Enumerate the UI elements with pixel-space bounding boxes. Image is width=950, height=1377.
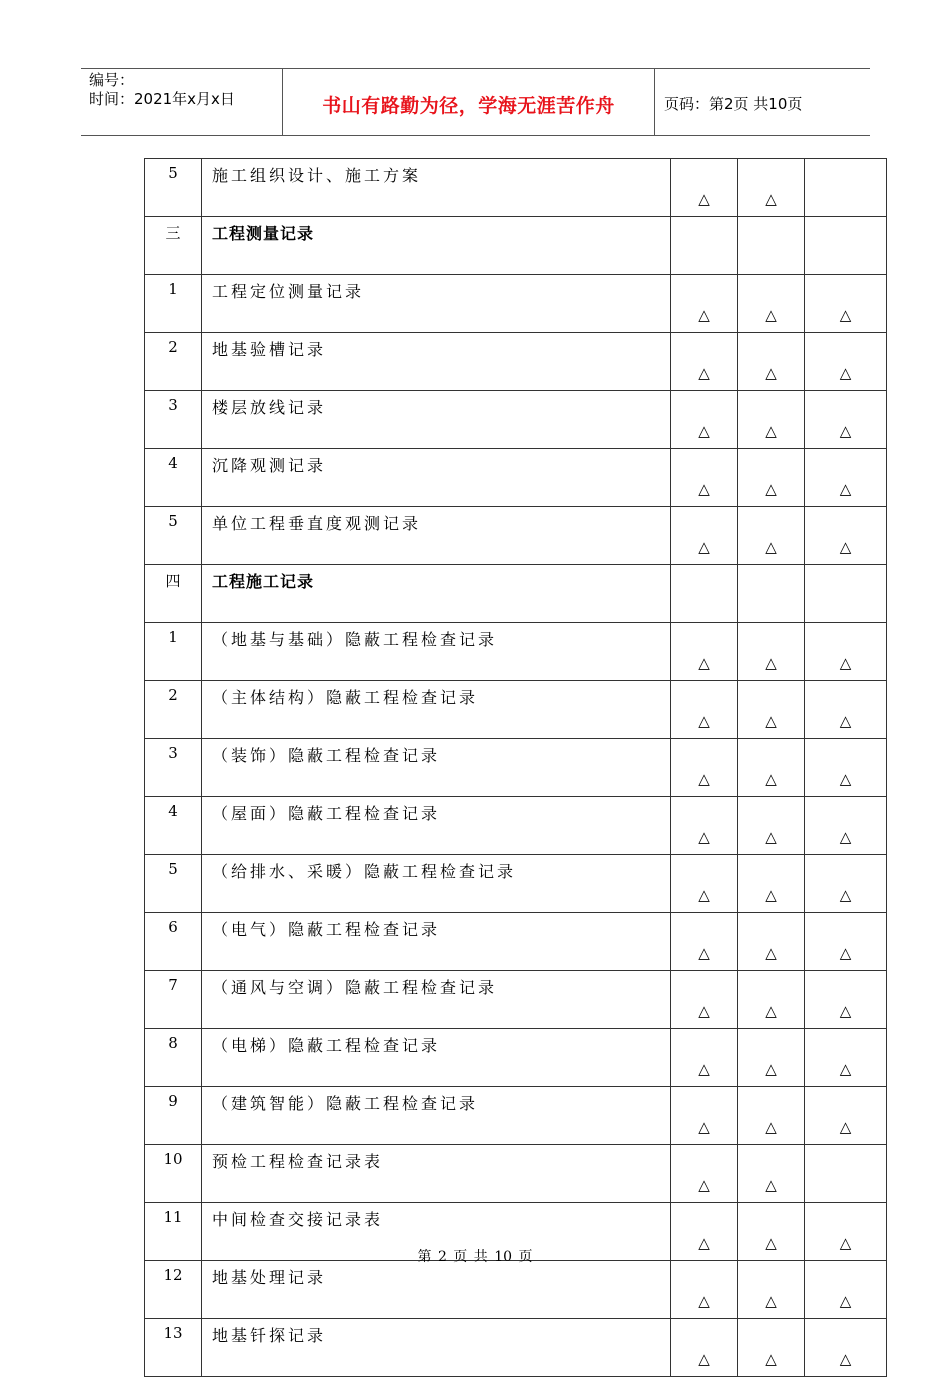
mark-cell: △	[671, 391, 738, 449]
mark-cell: △	[671, 913, 738, 971]
mark-cell	[671, 217, 738, 275]
mark-cell: △	[738, 1261, 805, 1319]
record-name: 单位工程垂直度观测记录	[202, 507, 671, 565]
mark-cell: △	[671, 1087, 738, 1145]
mark-cell: △	[671, 739, 738, 797]
row-number: 11	[145, 1203, 202, 1261]
record-name: 中间检查交接记录表	[202, 1203, 671, 1261]
mark-cell	[671, 565, 738, 623]
row-number: 5	[145, 855, 202, 913]
mark-cell: △	[738, 1087, 805, 1145]
record-name: （通风与空调）隐蔽工程检查记录	[202, 971, 671, 1029]
record-name: （地基与基础）隐蔽工程检查记录	[202, 623, 671, 681]
record-name: 施工组织设计、施工方案	[202, 159, 671, 217]
table-row	[145, 681, 887, 739]
row-number: 6	[145, 913, 202, 971]
header-page-info: 页码：第2页 共10页	[664, 95, 803, 113]
mark-cell: △	[805, 449, 887, 507]
mark-cell: △	[671, 855, 738, 913]
row-number: 3	[145, 391, 202, 449]
record-name: 沉降观测记录	[202, 449, 671, 507]
record-name: 地基钎探记录	[202, 1319, 671, 1377]
table-row	[145, 275, 887, 333]
mark-cell: △	[738, 623, 805, 681]
table-row	[145, 971, 887, 1029]
mark-cell: △	[671, 1203, 738, 1261]
record-name: （建筑智能）隐蔽工程检查记录	[202, 1087, 671, 1145]
mark-cell: △	[738, 739, 805, 797]
mark-cell: △	[671, 971, 738, 1029]
mark-cell: △	[738, 681, 805, 739]
table-row	[145, 449, 887, 507]
row-number: 2	[145, 681, 202, 739]
mark-cell	[805, 565, 887, 623]
section-row	[145, 217, 887, 275]
record-name: （电气）隐蔽工程检查记录	[202, 913, 671, 971]
record-name: （装饰）隐蔽工程检查记录	[202, 739, 671, 797]
table-row	[145, 1145, 887, 1203]
row-number: 12	[145, 1261, 202, 1319]
mark-cell	[805, 217, 887, 275]
mark-cell: △	[805, 333, 887, 391]
mark-cell: △	[671, 1319, 738, 1377]
row-number: 13	[145, 1319, 202, 1377]
record-name: （给排水、采暖）隐蔽工程检查记录	[202, 855, 671, 913]
row-number: 2	[145, 333, 202, 391]
mark-cell: △	[805, 1319, 887, 1377]
row-number: 1	[145, 623, 202, 681]
mark-cell: △	[805, 855, 887, 913]
mark-cell: △	[738, 1319, 805, 1377]
table-row	[145, 797, 887, 855]
mark-cell: △	[805, 971, 887, 1029]
section-title: 工程施工记录	[202, 565, 671, 623]
table-row	[145, 507, 887, 565]
table-row	[145, 391, 887, 449]
row-number: 7	[145, 971, 202, 1029]
mark-cell: △	[805, 1087, 887, 1145]
section-row	[145, 565, 887, 623]
records-table-body	[145, 159, 887, 1377]
record-name: 楼层放线记录	[202, 391, 671, 449]
mark-cell: △	[738, 1029, 805, 1087]
record-name: （电梯）隐蔽工程检查记录	[202, 1029, 671, 1087]
mark-cell: △	[738, 913, 805, 971]
mark-cell: △	[738, 449, 805, 507]
mark-cell	[805, 1145, 887, 1203]
mark-cell: △	[671, 159, 738, 217]
row-number: 1	[145, 275, 202, 333]
page-footer: 第 2 页 共 10 页	[417, 1249, 533, 1265]
mark-cell: △	[738, 971, 805, 1029]
row-number: 5	[145, 507, 202, 565]
mark-cell: △	[805, 507, 887, 565]
mark-cell: △	[738, 159, 805, 217]
mark-cell: △	[738, 1145, 805, 1203]
records-table	[144, 158, 887, 1377]
row-number: 10	[145, 1145, 202, 1203]
record-name: 工程定位测量记录	[202, 275, 671, 333]
time-label: 时间：2021年x月x日	[89, 90, 235, 108]
table-row	[145, 623, 887, 681]
page-header	[81, 68, 870, 136]
record-name: （屋面）隐蔽工程检查记录	[202, 797, 671, 855]
mark-cell	[738, 217, 805, 275]
row-number: 3	[145, 739, 202, 797]
header-meta	[89, 71, 279, 109]
mark-cell	[738, 565, 805, 623]
mark-cell	[805, 159, 887, 217]
mark-cell: △	[805, 681, 887, 739]
table-row	[145, 1319, 887, 1377]
mark-cell: △	[805, 1029, 887, 1087]
table-row	[145, 333, 887, 391]
row-number: 4	[145, 449, 202, 507]
mark-cell: △	[671, 507, 738, 565]
mark-cell: △	[671, 449, 738, 507]
table-row	[145, 1087, 887, 1145]
mark-cell: △	[671, 623, 738, 681]
mark-cell: △	[738, 275, 805, 333]
mark-cell: △	[671, 275, 738, 333]
row-number: 四	[145, 565, 202, 623]
row-number: 9	[145, 1087, 202, 1145]
mark-cell: △	[671, 797, 738, 855]
record-name: 预检工程检查记录表	[202, 1145, 671, 1203]
header-motto: 书山有路勤为径，学海无涯苦作舟	[322, 95, 615, 117]
mark-cell: △	[738, 1203, 805, 1261]
record-name: （主体结构）隐蔽工程检查记录	[202, 681, 671, 739]
record-name: 地基验槽记录	[202, 333, 671, 391]
table-row	[145, 855, 887, 913]
mark-cell: △	[805, 1261, 887, 1319]
mark-cell: △	[738, 507, 805, 565]
mark-cell: △	[671, 333, 738, 391]
mark-cell: △	[805, 391, 887, 449]
mark-cell: △	[671, 1145, 738, 1203]
mark-cell: △	[671, 1261, 738, 1319]
table-row	[145, 1261, 887, 1319]
mark-cell: △	[805, 797, 887, 855]
row-number: 三	[145, 217, 202, 275]
table-row	[145, 159, 887, 217]
table-row	[145, 739, 887, 797]
mark-cell: △	[805, 913, 887, 971]
record-name: 地基处理记录	[202, 1261, 671, 1319]
mark-cell: △	[805, 1203, 887, 1261]
header-divider	[654, 69, 655, 135]
mark-cell: △	[738, 333, 805, 391]
code-label: 编号：	[89, 71, 135, 89]
section-title: 工程测量记录	[202, 217, 671, 275]
mark-cell: △	[805, 739, 887, 797]
mark-cell: △	[805, 623, 887, 681]
mark-cell: △	[805, 275, 887, 333]
table-row	[145, 913, 887, 971]
mark-cell: △	[738, 855, 805, 913]
row-number: 5	[145, 159, 202, 217]
mark-cell: △	[738, 797, 805, 855]
row-number: 4	[145, 797, 202, 855]
row-number: 8	[145, 1029, 202, 1087]
mark-cell: △	[671, 681, 738, 739]
mark-cell: △	[738, 391, 805, 449]
table-row	[145, 1029, 887, 1087]
mark-cell: △	[671, 1029, 738, 1087]
